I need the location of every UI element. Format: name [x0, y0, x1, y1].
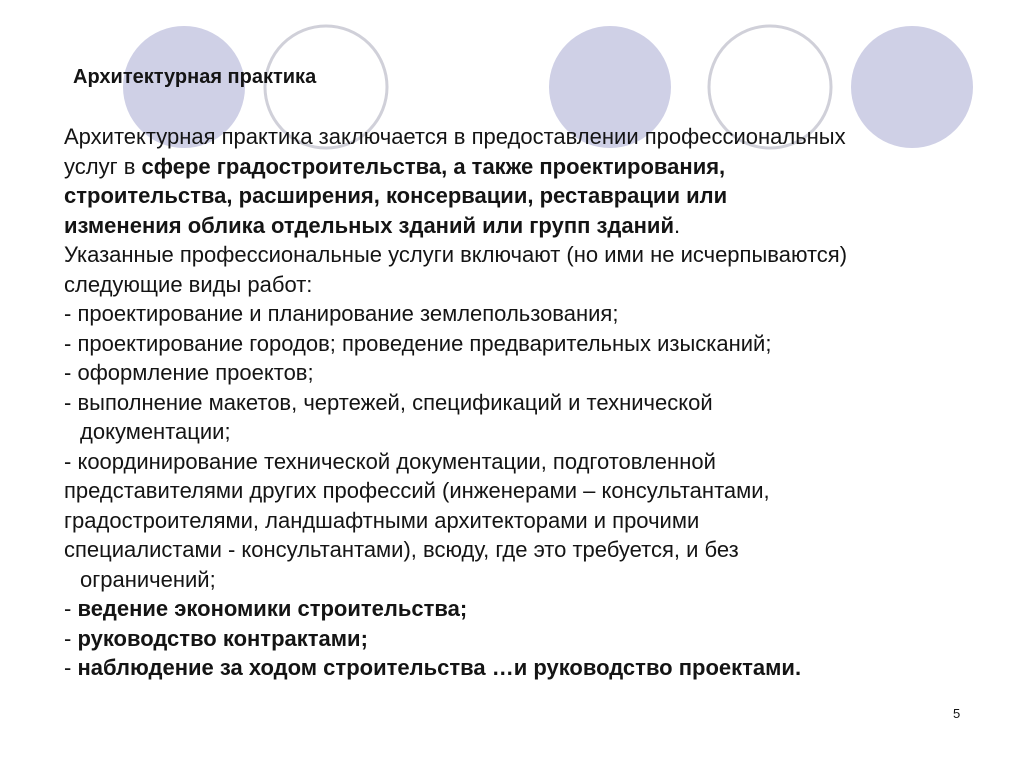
list-item-bold-text: руководство контрактами; — [77, 625, 368, 651]
list-item — [64, 358, 1009, 388]
list-item — [64, 594, 1009, 624]
paragraph-1-line-1 — [64, 122, 1009, 152]
list-item-continuation: ограничений; — [80, 566, 216, 592]
page-number: 5 — [953, 706, 961, 721]
list-item — [64, 447, 1009, 477]
paragraph-1-bold-text: изменения облика отдельных зданий или групп зданий — [64, 212, 674, 238]
list-item-continuation: градостроителями, ландшафтными архитекторами и прочими — [64, 507, 700, 533]
list-item-continuation: представителями других профессий (инженерами – консультантами, — [64, 478, 770, 503]
list-item-text: выполнение макетов, чертежей, спецификаций и технической — [77, 389, 713, 415]
paragraph-1-line-4 — [64, 211, 1009, 241]
slide-body — [64, 122, 1009, 683]
paragraph-2-line-2: следующие виды работ: — [64, 271, 313, 297]
list-dash: - — [64, 625, 78, 651]
list-item-text: координирование технической документации, подготовленной — [77, 448, 716, 474]
list-item-text: оформление проектов; — [77, 360, 314, 385]
list-item-bold-text: наблюдение за ходом строительства …и руководство проектами. — [77, 655, 802, 680]
list-dash: - — [64, 301, 78, 326]
paragraph-1-text: услуг в — [64, 153, 142, 179]
list-item — [64, 299, 1009, 329]
slide-title: Архитектурная практика — [73, 66, 317, 88]
list-dash: - — [64, 330, 78, 356]
list-dash: - — [64, 389, 78, 415]
list-dash: - — [64, 360, 78, 385]
list-item-continuation: документации; — [80, 419, 231, 444]
paragraph-1-line-2 — [64, 152, 1009, 182]
paragraph-1-text: . — [673, 212, 681, 238]
list-dash: - — [64, 655, 78, 680]
list-item — [64, 388, 1009, 418]
list-item — [64, 624, 1009, 654]
list-item — [64, 329, 1009, 359]
list-item — [64, 653, 1009, 683]
paragraph-1-text: Архитектурная практика заключается в предоставлении профессиональных — [64, 124, 846, 149]
paragraph-1-line-3: строительства, расширения, консервации, реставрации или — [64, 183, 728, 208]
paragraph-1-bold-text: сфере градостроительства, а также проектирования, — [141, 153, 726, 179]
paragraph-2-line-1: Указанные профессиональные услуги включают (но ими не исчерпываются) — [64, 242, 848, 267]
list-item-continuation: специалистами - консультантами), всюду, где это требуется, и без — [64, 537, 739, 562]
list-dash: - — [64, 448, 78, 474]
list-item-bold-text: ведение экономики строительства; — [77, 596, 468, 621]
list-item-text: проектирование и планирование землепользования; — [77, 301, 619, 326]
list-dash: - — [64, 596, 78, 621]
list-item-text: проектирование городов; проведение предварительных изысканий; — [77, 330, 772, 356]
